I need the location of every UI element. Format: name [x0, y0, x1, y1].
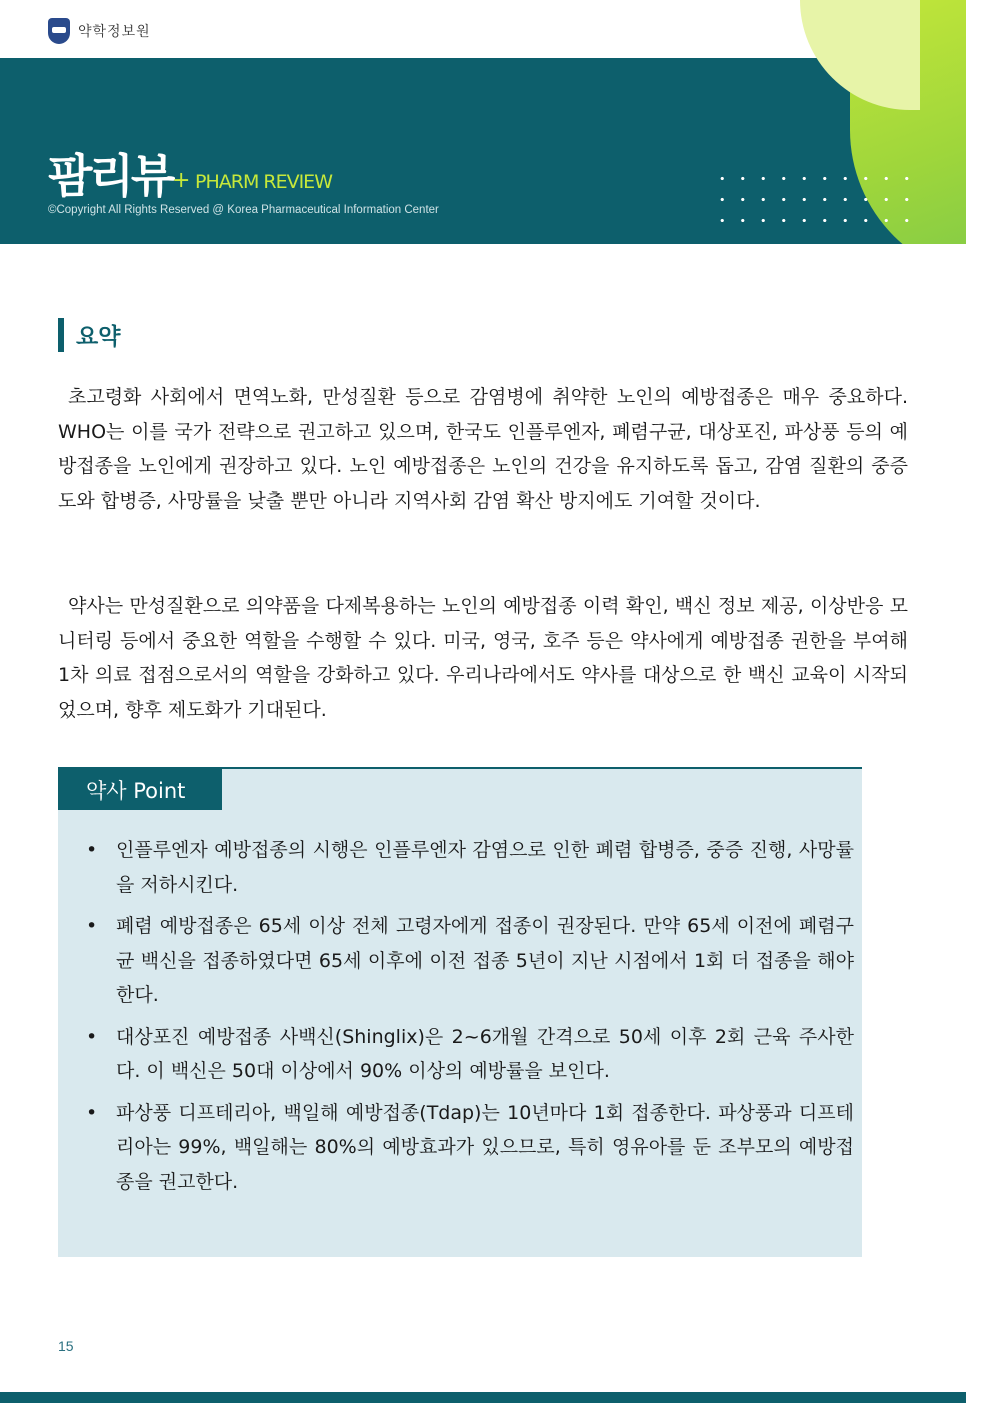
list-item-text: 대상포진 예방접종 사백신(Shinglix)은 2~6개월 간격으로 50세 이후 2회 근육 주사한다. 이 백신은 50대 이상에서 90% 이상의 예방률을 보인다.	[116, 1025, 854, 1082]
bullet-icon: •	[86, 1025, 98, 1048]
point-list	[80, 833, 854, 1206]
list-item-text: 폐렴 예방접종은 65세 이상 전체 고령자에게 접종이 권장된다. 만약 65세 이전에 폐렴구균 백신을 접종하였다면 65세 이후에 이전 접종 5년이 지난 시점에서 1회 더 접종을 해야 한다.	[116, 915, 854, 1006]
bullet-icon: •	[86, 839, 98, 861]
summary-paragraph-1: 초고령화 사회에서 면역노화, 만성질환 등으로 감염병에 취약한 노인의 예방접종은 매우 중요하다. WHO는 이를 국가 전략으로 권고하고 있으며, 한국도 인플루엔자, 폐렴구균, 대상포진, 파상풍 등의 예방접종을 노인에게 권장하고 있다. 노인 예방접종은 노인의 건강을 유지하도록 돕고, 감염 질환의 중증도와 합병증, 사망률을 낮출 뿐만 아니라 지역사회 감염 확산 방지에도 기여할 것이다.	[58, 386, 908, 512]
list-item	[80, 1096, 854, 1200]
section-heading-summary: 요약	[76, 324, 121, 350]
section-accent-bar	[58, 318, 64, 352]
copyright-text: ©Copyright All Rights Reserved @ Korea Pharmaceutical Information Center	[48, 204, 439, 216]
page-title: 팜리뷰	[48, 149, 173, 203]
bullet-icon: •	[86, 1101, 98, 1124]
list-item-text: 파상풍 디프테리아, 백일해 예방접종(Tdap)는 10년마다 1회 접종한다. 파상풍과 디프테리아는 99%, 백일해는 80%의 예방효과가 있으므로, 특히 영유아를 둔 조부모의 예방접종을 권고한다.	[116, 1101, 854, 1193]
list-item	[80, 909, 854, 1013]
bullet-icon: •	[86, 915, 98, 937]
title-plus-icon: +	[172, 168, 191, 193]
footer-bar	[0, 1392, 966, 1403]
page-subtitle: PHARM REVIEW	[195, 171, 332, 193]
pharmacist-point-tab: 약사 Point	[58, 769, 222, 810]
list-item	[80, 1020, 854, 1089]
page-number: 15	[58, 1338, 74, 1354]
list-item	[80, 833, 854, 902]
org-name: 약학정보원	[78, 24, 151, 40]
dot-pattern-decoration	[712, 168, 912, 222]
summary-paragraph-2: 약사는 만성질환으로 의약품을 다제복용하는 노인의 예방접종 이력 확인, 백신 정보 제공, 이상반응 모니터링 등에서 중요한 역할을 수행할 수 있다. 미국, 영국, 호주 등은 약사에게 예방접종 권한을 부여해 1차 의료 접점으로서의 역할을 강화하고 있다. 우리나라에서도 약사를 대상으로 한 백신 교육이 시작되었으며, 향후 제도화가 기대된다.	[58, 595, 908, 721]
list-item-text: 인플루엔자 예방접종의 시행은 인플루엔자 감염으로 인한 폐렴 합병증, 중증 진행, 사망률을 저하시킨다.	[116, 839, 854, 896]
org-logo	[48, 18, 151, 44]
shield-logo-icon	[48, 18, 70, 44]
